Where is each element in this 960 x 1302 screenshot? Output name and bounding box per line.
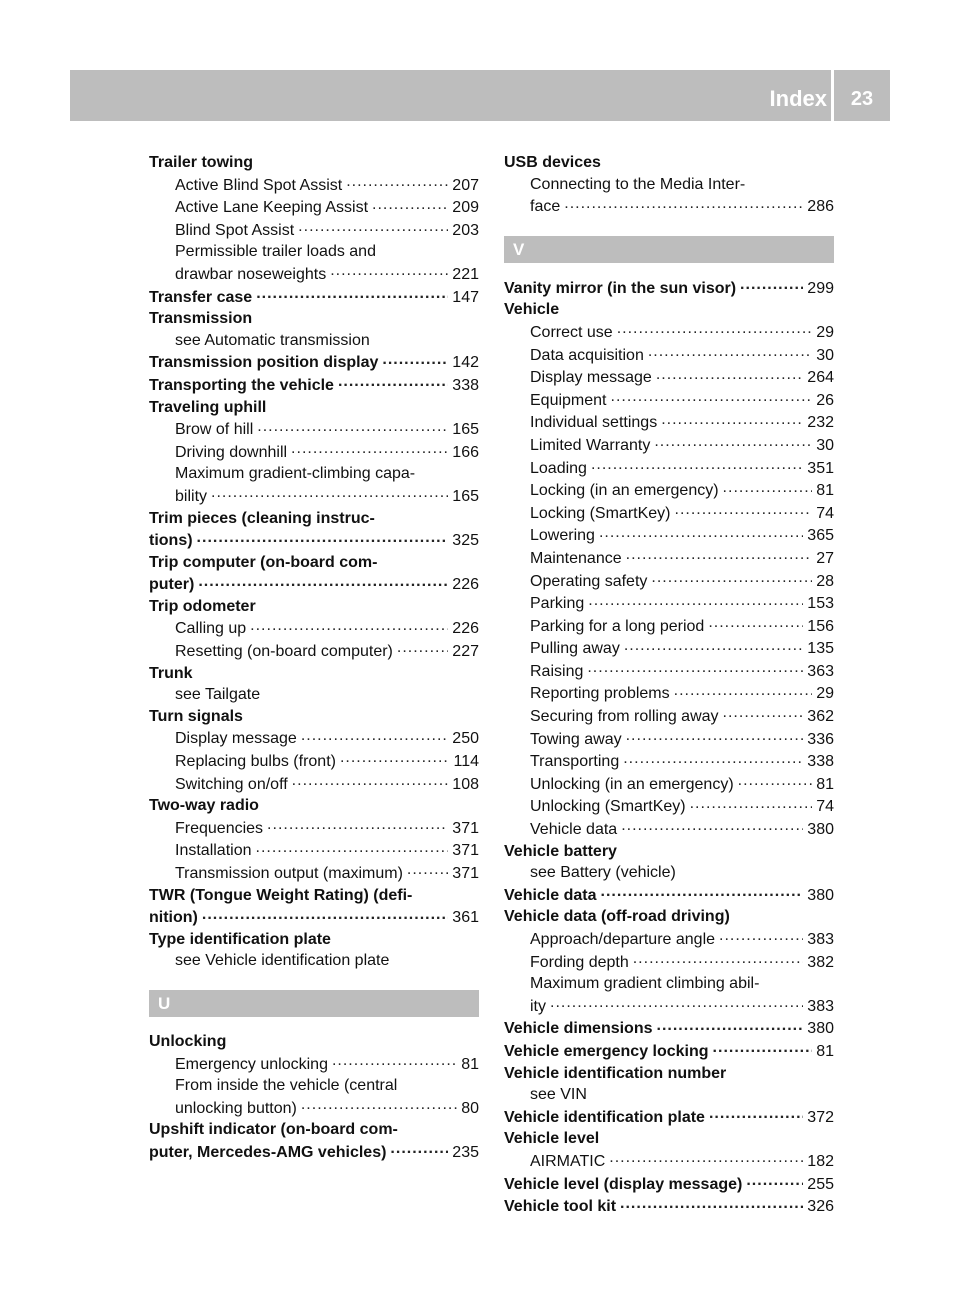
page-reference: 81 [816, 482, 834, 500]
entry-text: Transporting [530, 753, 620, 771]
index-heading: USB devices [504, 154, 601, 171]
entry-group-u [149, 1031, 479, 1164]
page-reference: 371 [452, 842, 479, 860]
entry-text: ity [530, 997, 546, 1015]
entry-text: face [530, 198, 561, 216]
page-reference: 226 [452, 576, 479, 594]
dot-leader [301, 1097, 457, 1113]
index-heading: Type identification plate [149, 930, 331, 948]
index-subentry [149, 418, 479, 441]
dot-leader [332, 1053, 457, 1069]
dot-leader [623, 750, 803, 766]
index-subentry [504, 795, 834, 818]
entry-text: Limited Warranty [530, 436, 651, 454]
index-subentry [149, 441, 479, 464]
page-reference: 165 [452, 421, 479, 439]
entry-text: puter) [149, 576, 195, 594]
page-reference: 380 [807, 821, 834, 839]
index-heading [504, 1040, 834, 1063]
index-subentry: see VIN [530, 1086, 587, 1104]
entry-text: Towing away [530, 730, 622, 748]
index-subentry [149, 1053, 479, 1076]
page-reference: 371 [452, 819, 479, 837]
index-heading: Vehicle level [504, 1130, 600, 1148]
dot-leader [654, 434, 812, 450]
index-subentry [504, 457, 834, 480]
entry-text: Transmission position display [149, 354, 379, 372]
entry-text: Pulling away [530, 640, 620, 658]
dot-leader [202, 906, 448, 922]
index-subentry [504, 389, 834, 412]
dot-leader [340, 750, 450, 766]
page-reference: 81 [816, 1042, 834, 1060]
entry-text: Transmission output (maximum) [175, 865, 403, 882]
index-subentry [504, 705, 834, 728]
entry-text: Unlocking (in an emergency) [530, 775, 734, 793]
page-reference: 166 [452, 443, 479, 461]
entry-text: Installation [175, 842, 252, 860]
dot-leader [197, 529, 449, 545]
index-subentry [504, 750, 834, 773]
entry-text: unlocking button) [175, 1099, 297, 1117]
page-title: Index [769, 86, 827, 111]
page-reference: 380 [807, 1020, 834, 1038]
index-heading: Vehicle [504, 301, 560, 319]
index-subentry [504, 995, 834, 1018]
entry-text: Driving downhill [175, 443, 288, 461]
entry-text: Equipment [530, 391, 607, 409]
entry-text: Lowering [530, 527, 595, 545]
index-heading [504, 1195, 834, 1218]
page-reference: 338 [807, 753, 834, 771]
index-subentry [504, 366, 834, 389]
dot-leader [599, 524, 803, 540]
page-reference: 135 [807, 640, 834, 658]
page-reference: 74 [816, 504, 834, 522]
index-subentry [504, 592, 834, 615]
page-reference: 182 [807, 1152, 834, 1170]
entry-text: bility [175, 487, 208, 505]
dot-leader [690, 795, 813, 811]
entry-text: Transporting the vehicle [149, 376, 334, 394]
dot-leader [633, 951, 804, 967]
entry-text: puter, Mercedes-AMG vehicles) [149, 1143, 387, 1161]
entry-text: Display message [175, 730, 297, 748]
index-heading [504, 1017, 834, 1040]
index-subentry [149, 817, 479, 840]
dot-leader [301, 727, 448, 743]
entry-text: Transfer case [149, 288, 253, 306]
entry-text: Vehicle data [530, 821, 618, 839]
page-reference: 250 [452, 730, 479, 748]
dot-leader [372, 196, 448, 212]
page-reference: 363 [807, 662, 834, 680]
index-subentry: see Tailgate [175, 686, 261, 704]
index-subentry [504, 637, 834, 660]
page-reference: 325 [452, 532, 479, 550]
index-heading: Trim pieces (cleaning instruc- [149, 509, 375, 527]
dot-leader [291, 441, 448, 457]
entry-text: Vehicle tool kit [504, 1198, 617, 1216]
page-reference: 371 [452, 865, 479, 882]
entry-text: tions) [149, 532, 193, 550]
index-heading [504, 884, 834, 907]
page-reference: 81 [461, 1055, 479, 1073]
index-column-right [504, 152, 834, 1218]
dot-leader [211, 485, 448, 501]
index-subentry: From inside the vehicle (central [175, 1077, 398, 1095]
index-heading [149, 351, 479, 374]
page-reference: 108 [452, 775, 479, 793]
dot-leader [397, 640, 448, 656]
index-heading: Upshift indicator (on-board com- [149, 1121, 398, 1139]
dot-leader [267, 817, 448, 833]
page-reference: 264 [807, 369, 834, 387]
index-subentry [149, 727, 479, 750]
dot-leader [407, 862, 448, 878]
dot-leader [198, 573, 448, 589]
entry-text: AIRMATIC [530, 1152, 606, 1170]
index-subentry [149, 174, 479, 197]
index-heading [504, 1173, 834, 1196]
page-reference: 147 [452, 288, 479, 306]
entry-text: Fording depth [530, 953, 629, 971]
entry-group-v [504, 277, 834, 1218]
dot-leader [591, 457, 803, 473]
index-subentry: see Automatic transmission [175, 331, 370, 349]
page-reference: 80 [461, 1099, 479, 1117]
entry-group-t [149, 152, 479, 972]
index-subentry [504, 682, 834, 705]
entry-text: nition) [149, 909, 198, 927]
page-reference: 380 [807, 886, 834, 904]
page-reference: 26 [816, 391, 834, 409]
index-subentry [149, 640, 479, 663]
index-heading: Two-way radio [149, 797, 259, 815]
entry-text: Locking (SmartKey) [530, 504, 671, 522]
index-heading: Trunk [149, 664, 193, 682]
entry-text: Calling up [175, 620, 247, 638]
index-subentry: see Battery (vehicle) [530, 864, 676, 882]
dot-leader [648, 344, 812, 360]
index-subentry: Maximum gradient climbing abil- [530, 975, 760, 993]
dot-leader [740, 277, 803, 293]
dot-leader [587, 660, 803, 676]
index-subentry [504, 615, 834, 638]
page-reference: 299 [807, 279, 834, 297]
entry-group-usb [504, 152, 834, 218]
entry-text: Replacing bulbs (front) [175, 753, 336, 771]
page-reference: 382 [807, 953, 834, 971]
page-reference: 153 [807, 595, 834, 613]
index-subentry [149, 773, 479, 796]
entry-text: Maintenance [530, 549, 622, 567]
index-subentry [149, 263, 479, 286]
page-reference: 372 [807, 1108, 834, 1126]
index-subentry [504, 570, 834, 593]
index-heading [149, 573, 479, 596]
page-number: 23 [850, 88, 874, 110]
page-reference: 255 [807, 1175, 834, 1193]
page-reference: 81 [816, 775, 834, 793]
dot-leader [746, 1173, 803, 1189]
dot-leader [674, 682, 813, 698]
entry-text: Locking (in an emergency) [530, 482, 719, 500]
page-reference: 362 [807, 708, 834, 726]
index-heading [149, 374, 479, 397]
section-letter-v: V [504, 236, 834, 263]
index-subentry [504, 411, 834, 434]
entry-text: Switching on/off [175, 775, 288, 793]
entry-text: Individual settings [530, 414, 658, 432]
page-reference: 27 [816, 549, 834, 567]
dot-leader [708, 615, 803, 631]
page-reference: 365 [807, 527, 834, 545]
dot-leader [626, 547, 813, 563]
page-reference: 74 [816, 798, 834, 816]
dot-leader [250, 617, 448, 633]
entry-text: Vehicle dimensions [504, 1020, 653, 1038]
entry-text: Blind Spot Assist [175, 221, 295, 239]
entry-text: Operating safety [530, 572, 648, 590]
index-subentry [504, 524, 834, 547]
dot-leader [564, 195, 803, 211]
dot-leader [257, 418, 448, 434]
entry-text: Vehicle emergency locking [504, 1042, 709, 1060]
dot-leader [626, 728, 804, 744]
index-heading [149, 1141, 479, 1164]
entry-text: Display message [530, 369, 652, 387]
dot-leader [256, 286, 448, 302]
index-subentry [504, 195, 834, 218]
page-reference: 336 [807, 730, 834, 748]
index-subentry [504, 479, 834, 502]
index-heading: Vehicle identification number [504, 1064, 727, 1082]
page-reference: 30 [816, 346, 834, 364]
page-reference: 142 [452, 354, 479, 372]
index-subentry [504, 434, 834, 457]
page-reference: 221 [452, 265, 479, 283]
index-subentry [504, 728, 834, 751]
index-subentry [149, 1097, 479, 1120]
page-reference: 326 [807, 1198, 834, 1216]
dot-leader [550, 995, 803, 1011]
dot-leader [723, 705, 804, 721]
entry-text: Loading [530, 459, 587, 477]
page-reference: 207 [452, 176, 479, 194]
dot-leader [611, 389, 813, 405]
entry-text: Vehicle identification plate [504, 1108, 705, 1126]
index-heading: Trip computer (on-board com- [149, 553, 378, 571]
page-reference: 29 [816, 323, 834, 341]
index-heading: Trailer towing [149, 154, 254, 171]
dot-leader [738, 773, 813, 789]
page-reference: 226 [452, 620, 479, 638]
dot-leader [338, 374, 448, 390]
dot-leader [723, 479, 813, 495]
entry-text: Frequencies [175, 819, 264, 837]
dot-leader [621, 818, 803, 834]
index-subentry [504, 951, 834, 974]
index-heading: Traveling uphill [149, 398, 267, 416]
page-reference: 29 [816, 685, 834, 703]
entry-text: Securing from rolling away [530, 708, 719, 726]
entry-text: Resetting (on-board computer) [175, 643, 393, 661]
index-heading: Vehicle data (off-road driving) [504, 908, 730, 926]
index-column-left [149, 152, 479, 1164]
entry-text: Vanity mirror (in the sun visor) [504, 279, 737, 297]
index-heading [149, 529, 479, 552]
entry-text: Correct use [530, 323, 613, 341]
section-letter-u: U [149, 990, 479, 1017]
header-bar [70, 70, 890, 121]
index-heading [149, 906, 479, 929]
page-reference: 383 [807, 931, 834, 948]
dot-leader [298, 219, 448, 235]
page-reference: 235 [452, 1143, 479, 1161]
entry-text: Brow of hill [175, 421, 254, 439]
index-heading: Vehicle battery [504, 842, 617, 860]
entry-text: Vehicle data [504, 886, 597, 904]
index-subentry [149, 750, 479, 773]
dot-leader [601, 884, 804, 900]
entry-text: Active Blind Spot Assist [175, 176, 343, 194]
index-heading: Unlocking [149, 1032, 227, 1050]
dot-leader [390, 1141, 448, 1157]
dot-leader [609, 1150, 803, 1166]
entry-text: Raising [530, 662, 584, 680]
index-subentry [149, 219, 479, 242]
page-reference: 209 [452, 199, 479, 217]
index-subentry: see Vehicle identification plate [175, 952, 390, 970]
dot-leader [292, 773, 449, 789]
dot-leader [713, 1040, 813, 1056]
entry-text: Reporting problems [530, 685, 670, 703]
entry-text: Emergency unlocking [175, 1055, 328, 1073]
dot-leader [651, 570, 812, 586]
dot-leader [624, 637, 803, 653]
dot-leader [657, 1017, 804, 1033]
page-reference: 227 [452, 643, 479, 661]
index-subentry [504, 547, 834, 570]
page-reference: 338 [452, 376, 479, 394]
index-subentry [149, 862, 479, 885]
dot-leader [330, 263, 448, 279]
index-subentry [504, 818, 834, 841]
index-heading [149, 286, 479, 309]
entry-text: Unlocking (SmartKey) [530, 798, 686, 816]
index-subentry: Connecting to the Media Inter- [530, 175, 746, 193]
index-subentry [149, 617, 479, 640]
index-subentry: Permissible trailer loads and [175, 243, 376, 261]
dot-leader [675, 502, 813, 518]
dot-leader [256, 839, 449, 855]
entry-text: Parking [530, 595, 585, 613]
index-subentry [504, 1150, 834, 1173]
page-reference: 28 [816, 572, 834, 590]
entry-text: Parking for a long period [530, 617, 705, 635]
dot-leader [346, 174, 448, 190]
dot-leader [719, 928, 803, 944]
index-heading: Trip odometer [149, 597, 256, 615]
entry-text: Approach/departure angle [530, 931, 716, 948]
page-reference: 351 [807, 459, 834, 477]
page-reference: 383 [807, 997, 834, 1015]
index-subentry [504, 660, 834, 683]
index-heading: Transmission [149, 310, 253, 328]
page-reference: 286 [807, 198, 834, 216]
dot-leader [588, 592, 803, 608]
index-subentry [504, 502, 834, 525]
page-reference: 361 [452, 909, 479, 927]
index-heading: TWR (Tongue Weight Rating) (defi- [149, 886, 413, 904]
page-reference: 203 [452, 221, 479, 239]
entry-text: Data acquisition [530, 346, 644, 364]
dot-leader [617, 321, 813, 337]
dot-leader [656, 366, 803, 382]
index-subentry [504, 344, 834, 367]
index-subentry [504, 928, 834, 951]
index-subentry [504, 321, 834, 344]
dot-leader [661, 411, 803, 427]
index-subentry [504, 773, 834, 796]
index-heading [504, 277, 834, 300]
index-heading [504, 1106, 834, 1129]
page-reference: 165 [452, 487, 479, 505]
dot-leader [620, 1195, 803, 1211]
page-reference: 114 [453, 753, 479, 771]
dot-leader [709, 1106, 803, 1122]
entry-text: Active Lane Keeping Assist [175, 199, 369, 217]
index-subentry [149, 196, 479, 219]
index-subentry: Maximum gradient-climbing capa- [175, 465, 416, 483]
index-subentry [149, 839, 479, 862]
page-reference: 232 [807, 414, 834, 432]
dot-leader [382, 351, 448, 367]
entry-text: drawbar noseweights [175, 265, 327, 283]
page-reference: 156 [807, 617, 834, 635]
entry-text: Vehicle level (display message) [504, 1175, 743, 1193]
page-reference: 30 [816, 436, 834, 454]
index-heading: Turn signals [149, 707, 243, 725]
index-subentry [149, 485, 479, 508]
